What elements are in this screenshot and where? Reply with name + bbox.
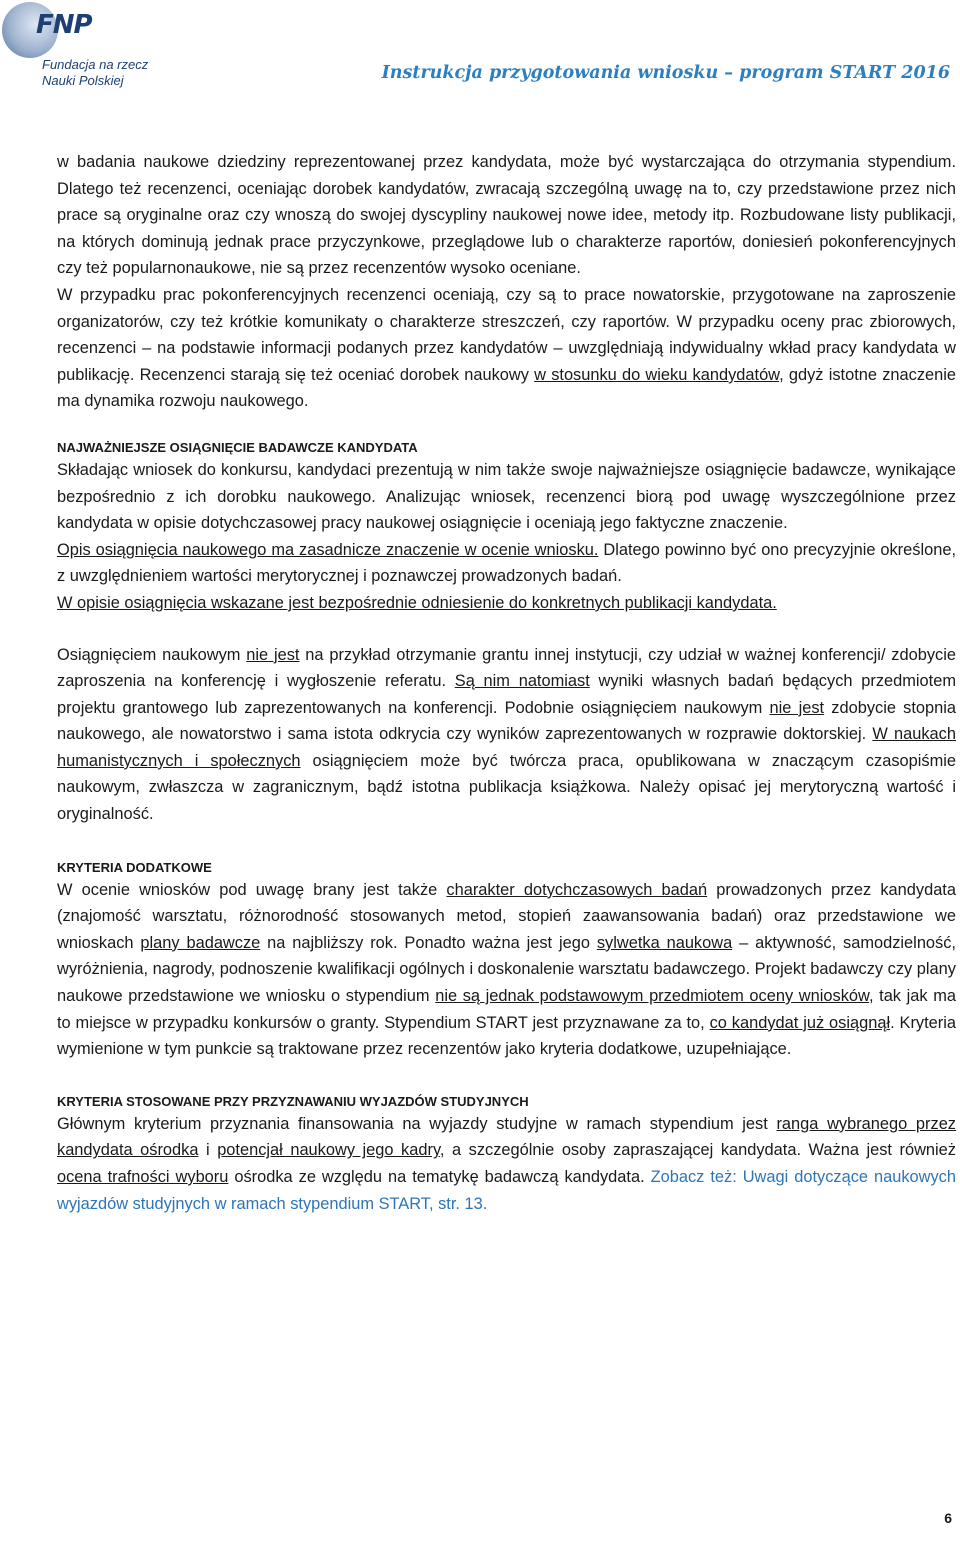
underlined-text: sylwetka naukowa <box>596 933 733 952</box>
text-run: na przykład otrzymanie grantu innej instytucji, czy udział w ważnej konferencji/ zdobycie zaproszenia na konferencję i wygłoszenie referatu. <box>57 645 957 691</box>
underlined-text: Są nim natomiast <box>454 672 590 691</box>
text-run: wyniki własnych badań będących przedmiotem projektu grantowego lub zaprezentowanych na konferencji. Podobnie osiągnięciem naukowym <box>57 672 956 717</box>
text-run: , tak jak ma to miejsce w przypadku konkursów o granty. Stypendium START jest przyznawane za to, <box>57 987 956 1032</box>
underlined-text: potencjał naukowy jego kadry <box>217 1141 440 1160</box>
fnp-logo <box>0 0 170 95</box>
underlined-text: nie są jednak podstawowym przedmiotem oceny wniosków <box>435 987 869 1006</box>
text-run: na najbliższy rok. Ponadto ważna jest jego <box>260 933 597 952</box>
text-run: zdobycie stopnia naukowego, ale nowatorstwo i sama istota odkrycia czy wyników zaprezentowanych w rozprawie doktorskiej. <box>57 698 957 744</box>
underlined-text: nie jest <box>769 698 825 717</box>
underlined-text: ranga wybranego przez kandydata ośrodka <box>57 1114 957 1160</box>
document-body <box>57 149 956 1217</box>
underlined-text: Opis osiągnięcia naukowego ma zasadnicze znaczenie w ocenie wniosku. <box>57 540 599 559</box>
paragraph-study-trips <box>57 1111 956 1217</box>
text-run: w badania naukowe dziedziny reprezentowanej przez kandydata, może być wystarczająca do otrzymania stypendium. Dlatego też recenzenci, oceniając dorobek kandydatów, zwracają szczególną uwagę na to, czy przedstawione przez nich prace są oryginalne oraz czy wnoszą do swojej dyscypliny naukowej nowe idee, metody itp. Rozbudowane listy publikacji, na których dominują jednak prace przyczynkowe, przeglądowe lub o charakterze raportów, doniesień pokonferencyjnych czy też popularnonaukowe, nie są przez recenzentów wysoko oceniane. <box>57 153 956 278</box>
underlined-text: charakter dotychczasowych badań <box>446 880 708 899</box>
section-heading-study-trips: KRYTERIA STOSOWANE PRZY PRZYZNAWANIU WYJAZDÓW STUDYJNYCH <box>57 1093 529 1109</box>
section-heading-additional-criteria: KRYTERIA DODATKOWE <box>57 859 212 875</box>
paragraph-additional-criteria <box>57 877 956 1063</box>
underlined-text: W opisie osiągnięcia wskazane jest bezpośrednie odniesienie do konkretnych publikacji kandydata. <box>57 593 777 612</box>
page-number: 6 <box>944 1510 952 1526</box>
text-run: Dlatego powinno być ono precyzyjnie określone, z uwzględnieniem wartości merytorycznej i poznawczej prowadzonych badań. <box>57 540 956 586</box>
text-run: Głównym kryterium przyznania finansowania na wyjazdy studyjne w ramach stypendium jest <box>57 1114 777 1133</box>
text-run: – aktywność, samodzielność, wyróżnienia, nagrody, podnoszenie kwalifikacji ogólnych i doskonalenie warsztatu badawczego. Projekt badawczy czy plany naukowe przedstawione we wniosku o stypendium <box>57 933 956 1006</box>
cross-reference-link[interactable]: Zobacz też: Uwagi dotyczące naukowych wyjazdów studyjnych w ramach stypendium START, str. 13. <box>57 1168 956 1213</box>
text-run: W przypadku prac pokonferencyjnych recenzenci oceniają, czy są to prace nowatorskie, przygotowane na zaproszenie organizatorów, czy też krótkie komunikaty o charakterze streszczeń, czy raportów. W przypadku oceny prac zbiorowych, recenzenci – na podstawie informacji podanych przez kandydatów – uwzględniają indywidualny wkład pracy kandydata w publikację. Recenzenci starają się też oceniać dorobek naukowy <box>57 285 956 384</box>
paragraph-1 <box>57 149 956 282</box>
underlined-text: W naukach humanistycznych i społecznych <box>57 725 956 770</box>
underlined-text: co kandydat już osiągnął <box>709 1013 891 1032</box>
underlined-text: w stosunku do wieku kandydatów <box>534 365 780 384</box>
paragraph-achievement-2 <box>57 537 956 590</box>
paragraph-achievement-1 <box>57 457 956 537</box>
text-run: Osiągnięciem naukowym <box>57 645 247 664</box>
logo-subtitle-line1: Fundacja na rzecz <box>42 57 149 72</box>
text-run: Składając wniosek do konkursu, kandydaci prezentują w nim także swoje najważniejsze osiągnięcie badawcze, wynikające bezpośrednio z ich dorobku naukowego. Analizując wniosek, recenzenci biorą pod uwagę wyszczególnione przez kandydata w opisie dotychczasowej pracy naukowej osiągnięcie i oceniają jego faktyczne znaczenie. <box>57 460 956 533</box>
underlined-text: nie jest <box>246 645 300 664</box>
paragraph-achievement-3 <box>57 590 956 617</box>
text-run: prowadzonych przez kandydata (znajomość warsztatu, różnorodność stosowanych metod, stopień zaawansowania badań) oraz przedstawione we wnioskach <box>57 880 956 952</box>
document-header-title: Instrukcja przygotowania wniosku – program START 2016 <box>381 63 950 83</box>
section-heading-achievement: NAJWAŻNIEJSZE OSIĄGNIĘCIE BADAWCZE KANDYDATA <box>57 439 418 455</box>
paragraph-achievement-4 <box>57 642 956 828</box>
paragraph-2 <box>57 282 956 415</box>
text-run: . Kryteria wymienione w tym punkcie są traktowane przez recenzentów jako kryteria dodatkowe, uzupełniające. <box>57 1013 956 1059</box>
logo-subtitle-line2: Nauki Polskiej <box>42 73 124 88</box>
underlined-text: ocena trafności wyboru <box>57 1168 229 1186</box>
text-run: , gdyż istotne znaczenie ma dynamika rozwoju naukowego. <box>57 365 957 411</box>
text-run: ośrodka ze względu na tematykę badawczą kandydata. <box>228 1168 651 1186</box>
logo-fnp-text: FNP <box>36 10 92 40</box>
text-run: osiągnięciem może być twórcza praca, opublikowana w znaczącym czasopiśmie naukowym, zwłaszcza w zagranicznym, bądź istotna publikacja książkowa. Należy opisać jej merytoryczną wartość i oryginalność. <box>57 751 956 824</box>
underlined-text: plany badawcze <box>140 933 261 952</box>
text-run: i <box>198 1141 218 1160</box>
text-run: , a szczególnie osoby zapraszającej kandydata. Ważna jest również <box>439 1141 956 1160</box>
text-run: W ocenie wniosków pod uwagę brany jest także <box>57 880 447 899</box>
